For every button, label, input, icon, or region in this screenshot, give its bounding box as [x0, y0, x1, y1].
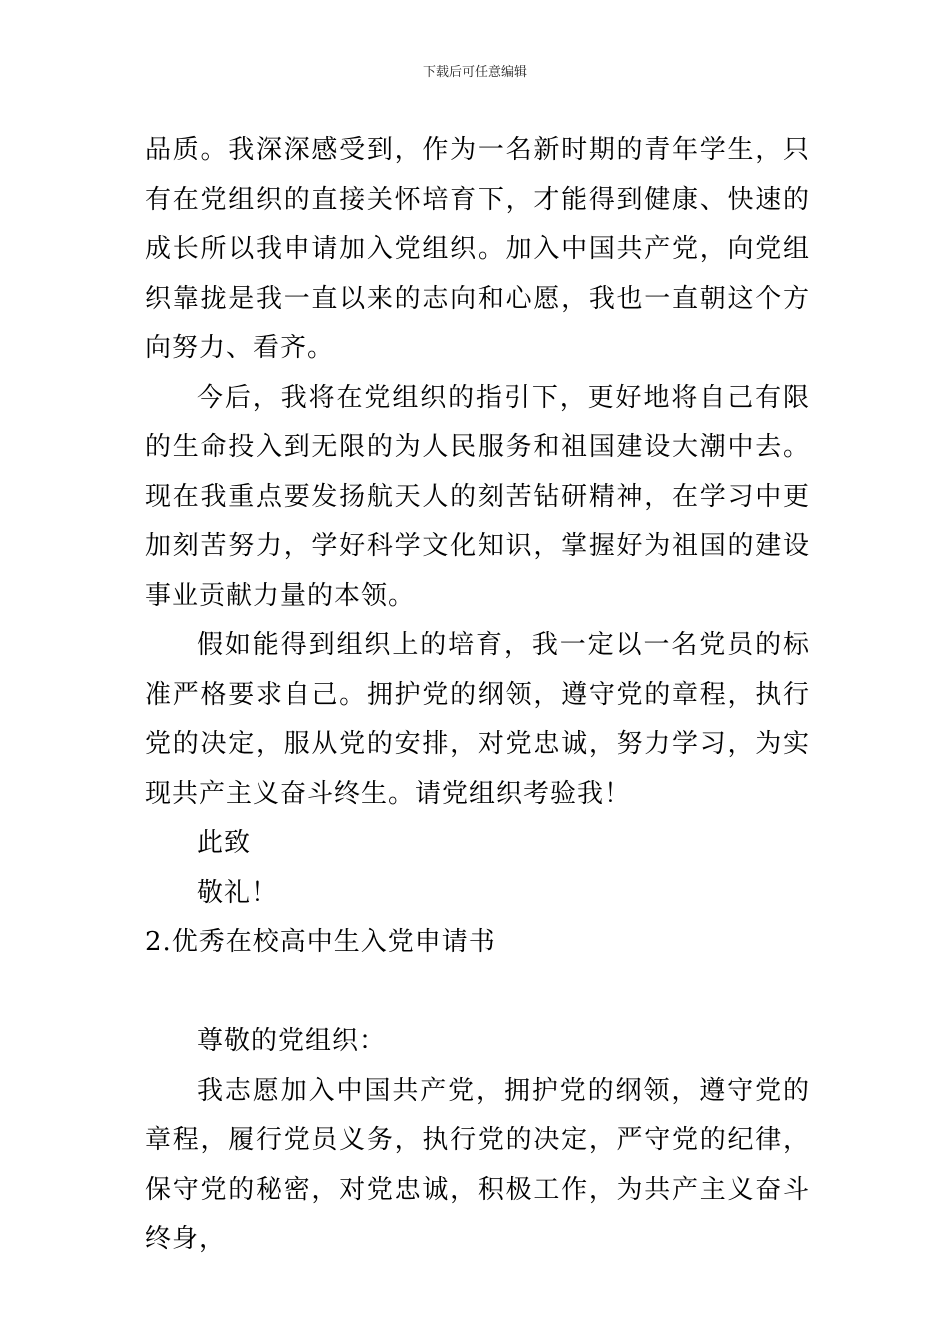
salutation: 尊敬的党组织： — [197, 1026, 387, 1056]
closing-cizhi: 此致 — [197, 828, 252, 858]
paragraph-future-plans: 今后，我将在党组织的指引下，更好地将自己有限的生命投入到无限的为人民服务和祖国建设大潮中去。现在我重点要发扬航天人的刻苦钻研精神，在学习中更加刻苦努力，学好科学文化知识，掌握好为祖国的建设事业贡献力量的本领。 — [145, 382, 810, 611]
section-heading: 2.优秀在校高中生入党申请书 — [145, 927, 496, 957]
paragraph-commitment: 假如能得到组织上的培育，我一定以一名党员的标准严格要求自己。拥护党的纲领，遵守党的章程，执行党的决定，服从党的安排，对党忠诚，努力学习，为实现共产主义奋斗终生。请党组织考验我！ — [145, 630, 810, 809]
paragraph-application: 我志愿加入中国共产党，拥护党的纲领，遵守党的章程，履行党员义务，执行党的决定，严守党的纪律，保守党的秘密，对党忠诚，积极工作，为共产主义奋斗终身， — [145, 1075, 810, 1254]
paragraph-continuation: 品质。我深深感受到，作为一名新时期的青年学生，只有在党组织的直接关怀培育下，才能得到健康、快速的成长所以我申请加入党组织。加入中国共产党，向党组织靠拢是我一直以来的志向和心愿，我也一直朝这个方向努力、看齐。 — [145, 135, 810, 363]
document-body — [145, 126, 810, 1265]
page-header: 下载后可任意编辑 — [422, 65, 527, 80]
closing-jingli: 敬礼！ — [197, 877, 279, 908]
